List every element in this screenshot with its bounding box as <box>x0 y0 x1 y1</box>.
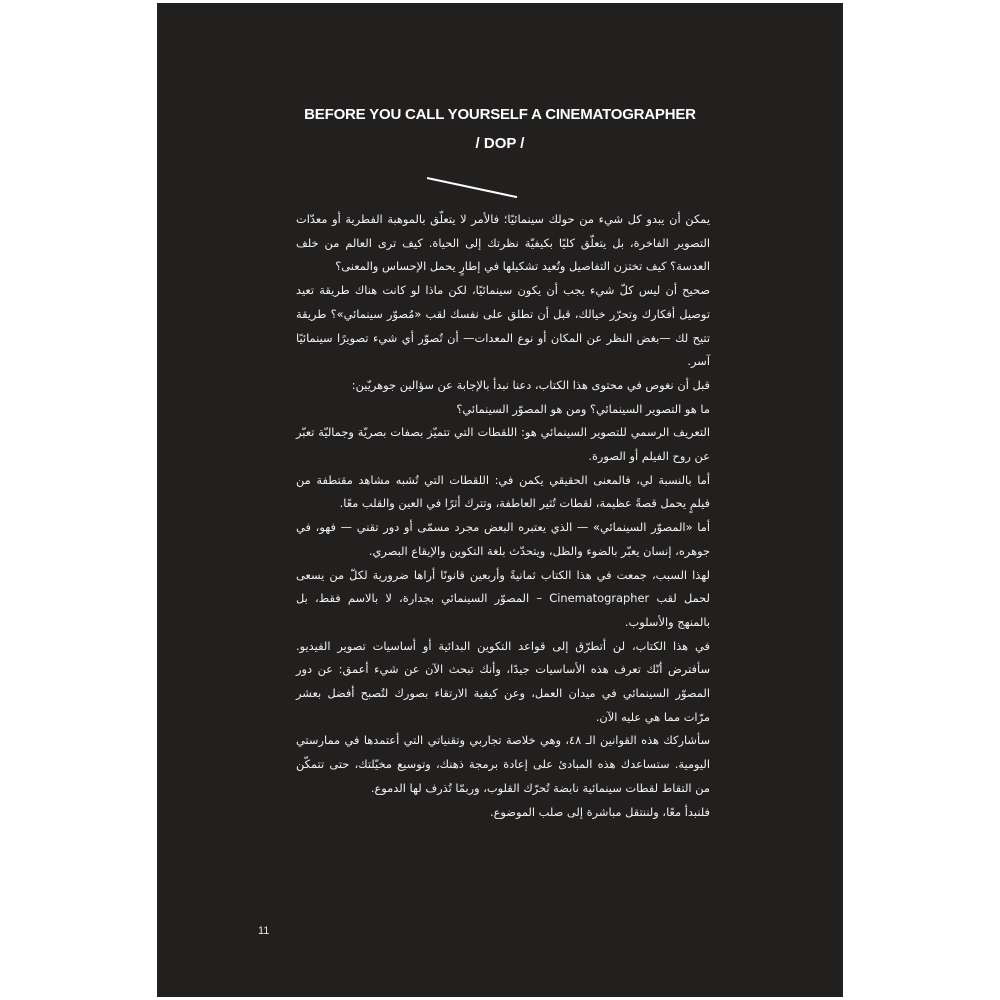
paragraph: فلنبدأ معًا، ولننتقل مباشرة إلى صلب الموضوع. <box>489 804 710 819</box>
paragraph: أما بالنسبة لي، فالمعنى الحقيقي يكمن في: اللقطات التي تُشبه مشاهد مقتطفة من فيلمٍ يحمل قصةً عظيمة، لقطات تُثير العاطفة، وتترك أثرًا في العين والقلب معًا. <box>296 472 710 511</box>
paragraph: سأشاركك هذه القوانين الـ ٤٨، وهي خلاصة تجاربي وتقنياتي التي أعتمدها في ممارستي اليومية. ستساعدك هذه المبادئ على إعادة برمجة ذهنك، وتوسيع مخيّلتك، حتى تتمكّن من التقاط لقطات سينمائية نابضة تُحرّك القلوب، وربمّا تُذرف لها الدموع. <box>296 733 710 795</box>
page-title: BEFORE YOU CALL YOURSELF A CINEMATOGRAPHER <box>304 106 696 123</box>
page-number: 11 <box>258 925 270 937</box>
paragraph: يمكن أن يبدو كل شيء من حولك سينمائيًا؛ فالأمر لا يتعلّق بالموهبة الفطرية أو معدّات التصوير الفاخرة، بل يتعلّق كليًا بكيفيّة نظرتك إلى الحياة. كيف ترى العالم من خلف العدسة؟ كيف تختزن التفاصيل وتُعيد تشكيلها في إطارٍ يحمل الإحساس والمعنى؟ <box>296 212 710 274</box>
paragraph: في هذا الكتاب، لن أتطرّق إلى قواعد التكوين البدائية أو أساسيات تصوير الفيديو. سأفترض أنّك تعرف هذه الأساسيات جيدًا، وأنك تبحث الآن عن شيء أعمق: عن دور المصوّر السينمائي في ميدان العمل، وعن كيفية الارتقاء بصورك لتُصبح أفضل بعشر مرّات مما هي عليه الآن. <box>296 638 710 724</box>
body-text <box>296 208 710 824</box>
paragraph: أما «المصوّر السينمائي» — الذي يعتبره البعض مجرد مسمّى أو دور تقني — فهو، في جوهره، إنسان يعبّر بالضوء والظل، ويتحدّث بلغة التكوين والإيقاع البصري. <box>296 520 710 558</box>
paragraph: قبل أن نغوص في محتوى هذا الكتاب، دعنا نبدأ بالإجابة عن سؤالين جوهريّين: <box>351 377 710 392</box>
page-subtitle: / DOP / <box>475 135 525 152</box>
paragraph: صحيح أن ليس كلّ شيء يجب أن يكون سينمائيًا، لكن ماذا لو كانت هناك طريقة تعيد توصيل أفكارك وتحرّر خيالك، قبل أن تطلق على نفسك لقب «مُصوّر سينمائي»؟ طريقة تتيح لك —بغض النظر عن المكان أو نوع المعدات— أن تُصوّر أي شيء تصويرًا سينمائيًا آسر. <box>296 283 710 369</box>
book-page <box>157 3 843 997</box>
paragraph: لهذا السبب، جمعت في هذا الكتاب ثمانيةً وأربعين قانونًا أراها ضرورية لكلّ من يسعى لحمل لقب Cinematographer – المصوّر السينمائي بجدارة، لا بالاسم فقط، بل بالمنهج والأسلوب. <box>296 567 710 629</box>
paragraph: التعريف الرسمي للتصوير السينمائي هو: اللقطات التي تتميّز بصفات بصريّة وجماليّة تعبّر عن روح الفيلم أو الصورة. <box>296 425 710 464</box>
decorative-slash-line <box>427 177 517 198</box>
paragraph: ما هو التصوير السينمائي؟ ومن هو المصوّر السينمائي؟ <box>456 401 710 416</box>
